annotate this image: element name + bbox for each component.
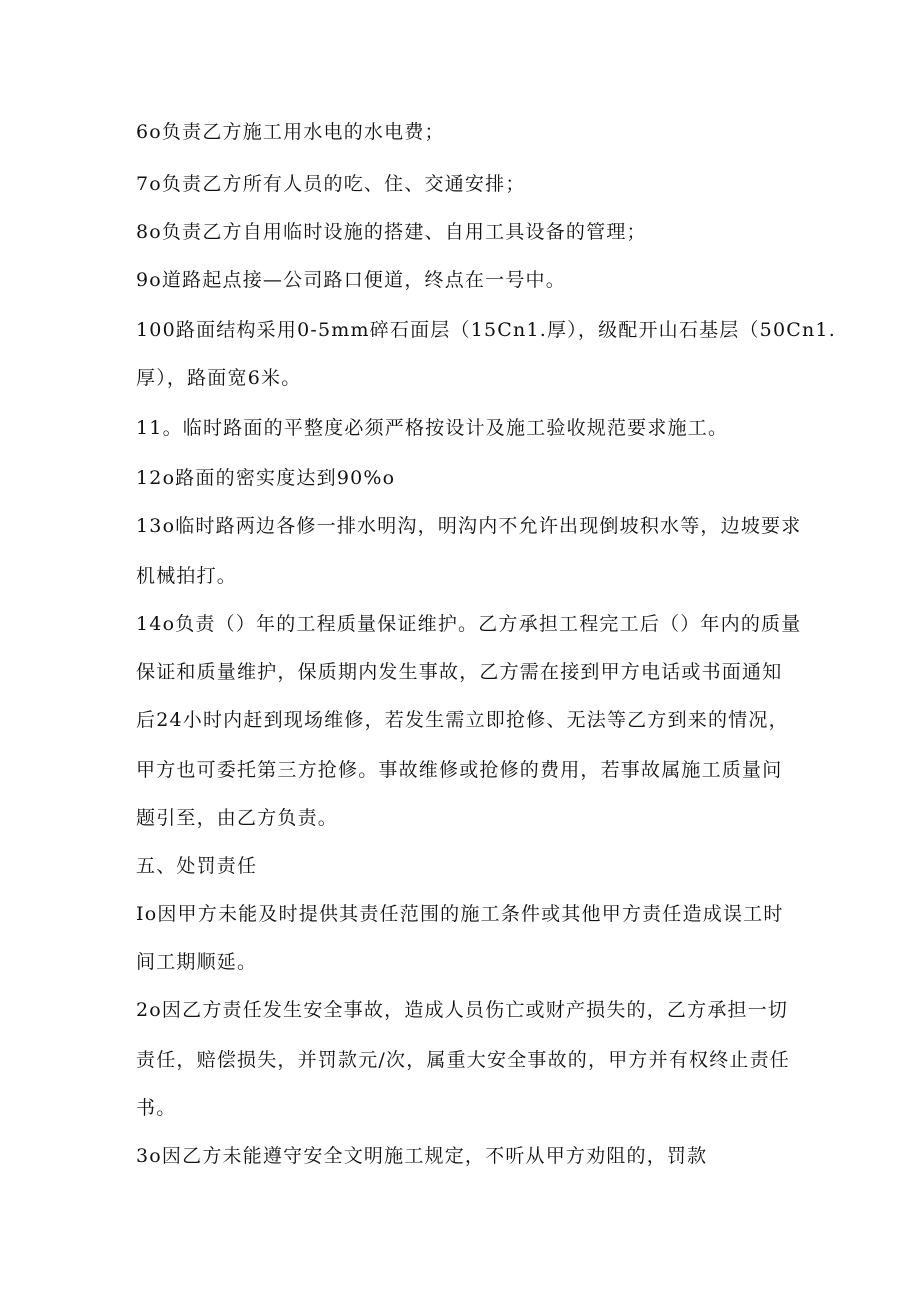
clause-8: 8o负责乙方自用临时设施的搭建、自用工具设备的管理； <box>136 221 647 243</box>
clause-14-line-4: 甲方也可委托第三方抢修。事故维修或抢修的费用，若事故属施工质量问 <box>136 759 783 781</box>
clause-14-line-5: 题引至，由乙方负责。 <box>136 807 339 829</box>
clause-12: 12o路面的密实度达到90%o <box>136 467 396 489</box>
penalty-1-line-1: Io因甲方未能及时提供其责任范围的施工条件或其他甲方责任造成误工时 <box>136 903 784 925</box>
clause-10-line-1: 100路面结构采用0-5mm碎石面层（15Cn1.厚），级配开山石基层（50Cn1. <box>136 319 836 341</box>
penalty-1-line-2: 间工期顺延。 <box>136 951 258 973</box>
clause-13-line-1: 13o临时路两边各修一排水明沟，明沟内不允许出现倒坡积水等，边坡要求 <box>136 515 802 537</box>
clause-6: 6o负责乙方施工用水电的水电费； <box>136 121 445 143</box>
clause-9: 9o道路起点接—公司路口便道，终点在一号中。 <box>136 269 566 291</box>
clause-14-line-1: 14o负责（）年的工程质量保证维护。乙方承担工程完工后（）年内的质量 <box>136 613 802 635</box>
penalty-2-line-2: 责任，赔偿损失，并罚款元/次，属重大安全事故的，甲方并有权终止责任 <box>136 1049 791 1071</box>
clause-13-line-2: 机械拍打。 <box>136 565 238 587</box>
clause-14-line-2: 保证和质量维护，保质期内发生事故，乙方需在接到甲方电话或书面通知 <box>136 661 783 683</box>
section-heading-5: 五、处罚责任 <box>136 855 258 877</box>
clause-11: 11。临时路面的平整度必须严格按设计及施工验收规范要求施工。 <box>136 417 729 439</box>
penalty-2-line-3: 书。 <box>136 1097 177 1119</box>
clause-14-line-3: 后24小时内赶到现场维修，若发生需立即抢修、无法等乙方到来的情况， <box>136 709 789 731</box>
penalty-2-line-1: 2o因乙方责任发生安全事故，造成人员伤亡或财产损失的，乙方承担一切 <box>136 999 789 1021</box>
clause-10-line-2: 厚），路面宽6米。 <box>136 367 302 389</box>
penalty-3-line-1: 3o因乙方未能遵守安全文明施工规定，不听从甲方劝阻的，罚款 <box>136 1145 708 1167</box>
clause-7: 7o负责乙方所有人员的吃、住、交通安排； <box>136 173 526 195</box>
